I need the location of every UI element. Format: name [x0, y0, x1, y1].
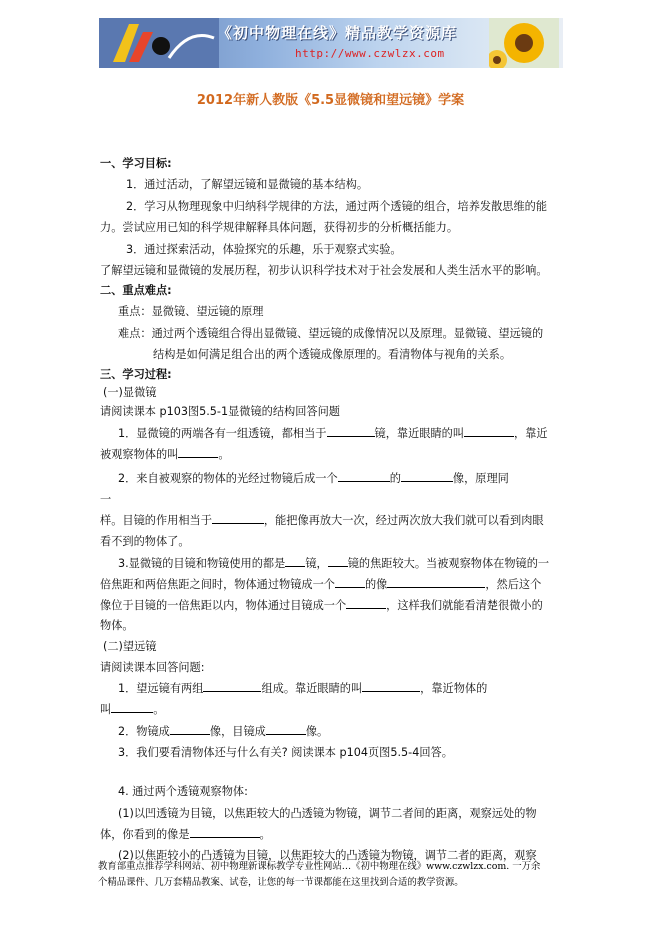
text: 叫: [100, 703, 112, 716]
text: ，这样我们就能看清楚很微小的: [386, 599, 543, 612]
banner-title: 《初中物理在线》精品教学资源库: [217, 24, 458, 42]
footer-line-1: 教育部重点推荐学科网站、初中物理新课标教学专业性网站…《初中物理在线》www.czwlzx.com. 一万余: [98, 861, 541, 872]
question-2-line2: 一: [100, 493, 112, 506]
text: 2．物镜成: [118, 725, 170, 738]
footer-line-2: 个精品课件、几万套精品教案、试卷，让您的每一节课都能在这里找到合适的教学资源。: [98, 877, 464, 888]
text: ，能把像再放大一次，经过两次放大我们就可以看到肉眼: [263, 514, 544, 527]
text: 被观察物体的叫: [100, 448, 179, 461]
question-1-line2: [100, 446, 230, 462]
banner-url[interactable]: http://www.czwlzx.com: [295, 47, 445, 60]
question-3-line3: [100, 597, 543, 613]
answer-blank[interactable]: [335, 576, 365, 588]
objective-2a: 2．学习从物理现象中归纳科学规律的方法，通过两个透镜的组合，培养发散思维的能: [126, 200, 548, 213]
site-logo-icon: [99, 18, 219, 68]
answer-blank[interactable]: [266, 723, 306, 735]
answer-blank[interactable]: [170, 723, 210, 735]
text: 镜，靠近眼睛的叫: [374, 427, 465, 440]
sunflower-icon: [489, 18, 559, 68]
telescope-q1-line2: [100, 701, 164, 717]
header-banner: [99, 18, 563, 68]
subsection-microscope: (一)显微镜: [103, 386, 157, 399]
answer-blank[interactable]: [203, 680, 261, 692]
text: 像，目镜成: [209, 725, 266, 738]
difficulty-a: 难点：通过两个透镜组合得出显微镜、望远镜的成像情况以及原理。显微镜、望远镜的: [118, 327, 544, 340]
text: 3.显微镜的目镜和物镜使用的都是: [118, 557, 286, 570]
microscope-intro: 请阅读课本 p103图5.5-1显微镜的结构回答问题: [100, 405, 340, 418]
part-4-heading: 4. 通过两个透镜观察物体:: [118, 785, 248, 798]
telescope-q3: 3．我们要看清物体还与什么有关? 阅读课本 p104页图5.5-4回答。: [118, 746, 453, 759]
footer-notice: [98, 859, 568, 891]
telescope-q1-line1: [118, 680, 487, 696]
text: 像位于目镜的一倍焦距以内，物体通过目镜成一个: [100, 599, 347, 612]
text: 的: [389, 472, 401, 485]
answer-blank[interactable]: [401, 470, 453, 482]
question-2-line3: [100, 512, 544, 528]
text: 2．来自被观察的物体的光经过物镜后成一个: [118, 472, 338, 485]
part-4-2-line1: (2)以焦距较小的凸透镜为目镜，以焦距较大的凸透镜为物镜，调节二者的距离，观察: [118, 849, 537, 862]
text: 样。目镜的作用相当于: [100, 514, 212, 527]
question-1-line1: [118, 425, 548, 441]
text: 像，原理同: [452, 472, 509, 485]
answer-blank[interactable]: [464, 425, 514, 437]
question-3-line1: [118, 555, 549, 571]
objective-2b: 力。尝试应用已知的科学规律解释具体问题，获得初步的分析概括能力。: [100, 221, 459, 234]
answer-blank[interactable]: [190, 826, 260, 838]
text: 组成。靠近眼睛的叫: [261, 682, 363, 695]
section-heading-key-points: 二、重点难点:: [100, 284, 172, 297]
text: ，靠近物体的: [420, 682, 488, 695]
answer-blank[interactable]: [178, 446, 218, 458]
text: ，靠近: [514, 427, 548, 440]
question-3-line2: [100, 576, 541, 592]
question-2-line1: [118, 470, 509, 486]
text: 体，你看到的像是: [100, 828, 190, 841]
answer-blank[interactable]: [212, 512, 264, 524]
text: 1．望远镜有两组: [118, 682, 204, 695]
text: 1．显微镜的两端各有一组透镜，都相当于: [118, 427, 327, 440]
text: ，然后这个: [485, 578, 542, 591]
telescope-intro: 请阅读课本回答问题:: [100, 661, 205, 674]
question-3-line4: 物体。: [100, 619, 134, 632]
text: 像。: [305, 725, 329, 738]
answer-blank[interactable]: [346, 597, 386, 609]
objective-4: 了解望远镜和显微镜的发展历程，初步认识科学技术对于社会发展和人类生活水平的影响。: [100, 264, 548, 277]
answer-blank[interactable]: [338, 470, 390, 482]
answer-blank[interactable]: [111, 701, 153, 713]
text: 。: [153, 703, 165, 716]
answer-blank[interactable]: [362, 680, 420, 692]
objective-1: 1．通过活动，了解望远镜和显微镜的基本结构。: [126, 178, 369, 191]
text: 的像: [364, 578, 388, 591]
subsection-telescope: (二)望远镜: [103, 640, 157, 653]
answer-blank[interactable]: [285, 555, 305, 567]
part-4-1-line1: (1)以凹透镜为目镜，以焦距较大的凸透镜为物镜，调节二者间的距离，观察远处的物: [118, 807, 537, 820]
key-point: 重点：显微镜、望远镜的原理: [118, 305, 264, 318]
document-title: 2012年新人教版《5.5显微镜和望远镜》学案: [196, 93, 465, 108]
answer-blank[interactable]: [387, 576, 485, 588]
telescope-q2: [118, 723, 328, 739]
section-heading-objectives: 一、学习目标:: [100, 157, 172, 170]
text: 。: [259, 828, 271, 841]
part-4-1-line2: [100, 826, 271, 842]
text: 镜，: [305, 557, 328, 570]
answer-blank[interactable]: [327, 425, 375, 437]
text: 镜的焦距较大。当被观察物体在物镜的一: [347, 557, 550, 570]
answer-blank[interactable]: [328, 555, 348, 567]
difficulty-b: 结构是如何满足组合出的两个透镜成像原理的。看清物体与视角的关系。: [153, 348, 512, 361]
text: 倍焦距和两倍焦距之间时，物体通过物镜成一个: [100, 578, 335, 591]
text: 。: [218, 448, 230, 461]
question-2-line4: 看不到的物体了。: [100, 535, 190, 548]
objective-3: 3．通过探索活动，体验探究的乐趣，乐于观察式实验。: [126, 243, 402, 256]
section-heading-process: 三、学习过程:: [100, 368, 172, 381]
